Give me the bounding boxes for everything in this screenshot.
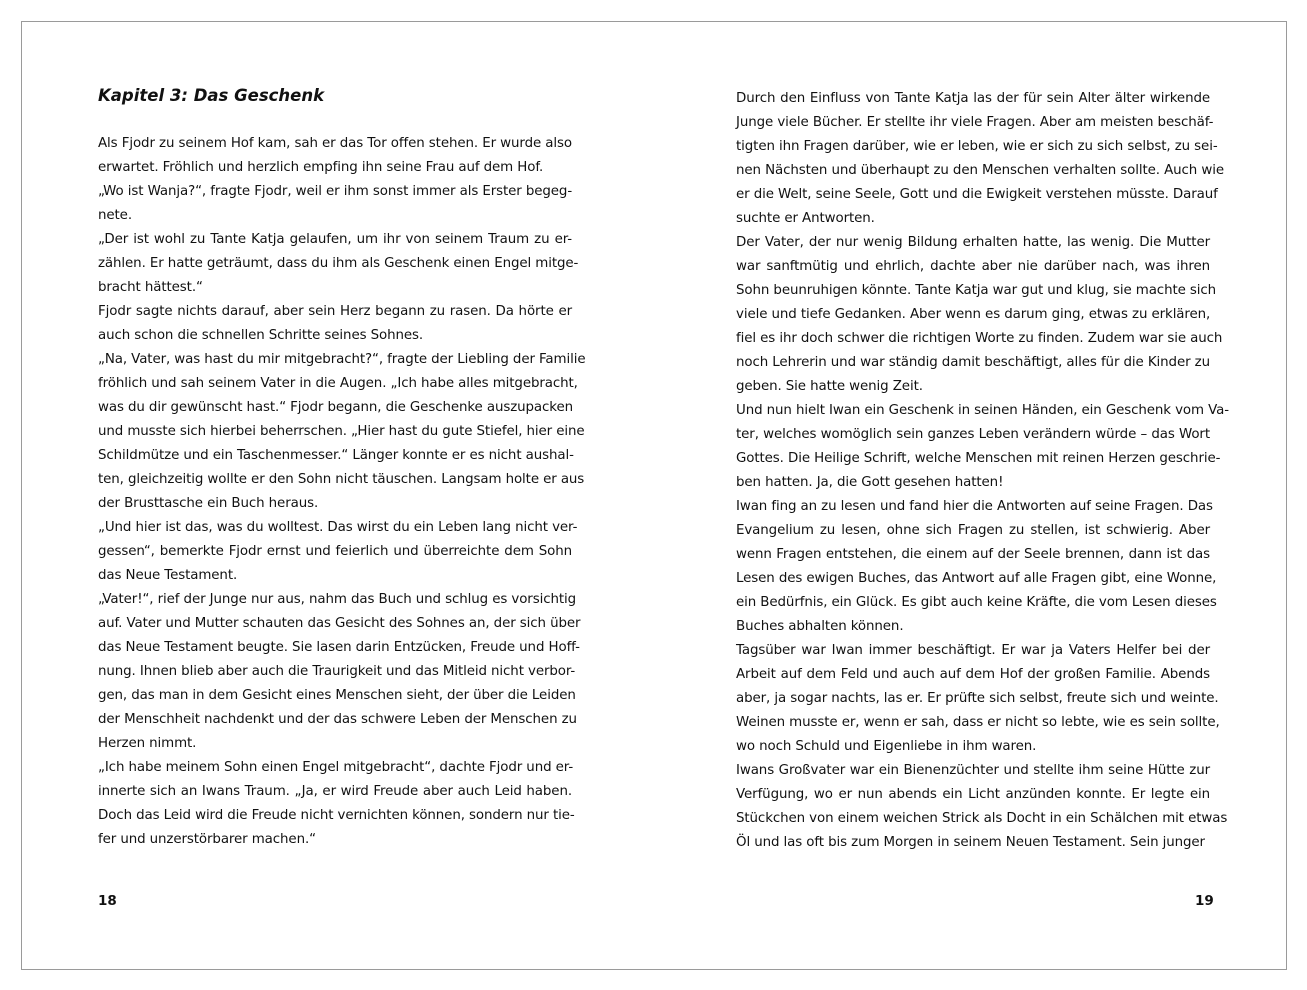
text-line: erwartet. Fröhlich und herzlich empfing ihn seine Frau auf dem Hof. [98, 160, 544, 175]
text-line: Weinen musste er, wenn er sah, dass er nicht so lebte, wie es sein sollte, [736, 715, 1220, 730]
text-line: tigten ihn Fragen darüber, wie er leben, wie er sich zu sich selbst, zu sei- [736, 139, 1218, 154]
text-line: Iwan fing an zu lesen und fand hier die Antworten auf seine Fragen. Das [736, 499, 1213, 514]
text-line: gen, das man in dem Gesicht eines Menschen sieht, der über die Leiden [98, 688, 576, 703]
text-line: war sanftmütig und ehrlich, dachte aber nie darüber nach, was ihren [736, 259, 1210, 274]
page-number-left: 18 [98, 893, 117, 909]
text-line: geben. Sie hatte wenig Zeit. [736, 379, 923, 394]
text-line: Arbeit auf dem Feld und auch auf dem Hof der großen Familie. Abends [736, 667, 1210, 682]
text-line: gessen“, bemerkte Fjodr ernst und feierlich und überreichte dem Sohn [98, 544, 572, 559]
text-line: Gottes. Die Heilige Schrift, welche Menschen mit reinen Herzen geschrie- [736, 451, 1221, 466]
text-line: aber, ja sogar nachts, las er. Er prüfte sich selbst, freute sich und weinte. [736, 691, 1219, 706]
text-line: fröhlich und sah seinem Vater in die Augen. „Ich habe alles mitgebracht, [98, 376, 578, 391]
text-line: „Wo ist Wanja?“, fragte Fjodr, weil er ihm sonst immer als Erster begeg- [98, 184, 573, 199]
text-line: Iwans Großvater war ein Bienenzüchter und stellte ihm seine Hütte zur [736, 763, 1210, 778]
left-page-text [98, 132, 586, 852]
text-line: noch Lehrerin und war ständig damit beschäftigt, alles für die Kinder zu [736, 355, 1210, 370]
text-line: ben hatten. Ja, die Gott gesehen hatten! [736, 475, 1004, 490]
text-line: zählen. Er hatte geträumt, dass du ihm als Geschenk einen Engel mitge- [98, 256, 579, 271]
text-line: nete. [98, 208, 132, 223]
text-line: „Der ist wohl zu Tante Katja gelaufen, um ihr von seinem Traum zu er- [98, 232, 572, 247]
text-line: „Ich habe meinem Sohn einen Engel mitgebracht“, dachte Fjodr und er- [98, 760, 574, 775]
text-line: ten, gleichzeitig wollte er den Sohn nicht täuschen. Langsam holte er aus [98, 472, 585, 487]
right-page [655, 22, 1288, 969]
text-line: suchte er Antworten. [736, 211, 875, 226]
right-page-text [736, 87, 1229, 855]
text-line: was du dir gewünscht hast.“ Fjodr begann, die Geschenke auszupacken [98, 400, 573, 415]
text-line: Und nun hielt Iwan ein Geschenk in seinen Händen, ein Geschenk vom Va- [736, 403, 1229, 418]
text-line: Öl und las oft bis zum Morgen in seinem Neuen Testament. Sein junger [736, 835, 1205, 850]
text-line: das Neue Testament. [98, 568, 238, 583]
book-spread [21, 21, 1287, 970]
page-number-right: 19 [1195, 893, 1214, 909]
left-page [22, 22, 655, 969]
text-line: viele und tiefe Gedanken. Aber wenn es darum ging, etwas zu erklären, [736, 307, 1211, 322]
text-line: Sohn beunruhigen könnte. Tante Katja war gut und klug, sie machte sich [736, 283, 1217, 298]
text-line: innerte sich an Iwans Traum. „Ja, er wird Freude aber auch Leid haben. [98, 784, 572, 799]
text-line: Als Fjodr zu seinem Hof kam, sah er das Tor offen stehen. Er wurde also [98, 136, 572, 151]
text-line: der Menschheit nachdenkt und der das schwere Leben der Menschen zu [98, 712, 577, 727]
text-line: auch schon die schnellen Schritte seines Sohnes. [98, 328, 424, 343]
text-line: Buches abhalten können. [736, 619, 904, 634]
text-line: Durch den Einfluss von Tante Katja las der für sein Alter älter wirkende [736, 91, 1210, 106]
text-line: wo noch Schuld und Eigenliebe in ihm waren. [736, 739, 1037, 754]
text-line: Herzen nimmt. [98, 736, 197, 751]
text-line: Verfügung, wo er nun abends ein Licht anzünden konnte. Er legte ein [736, 787, 1210, 802]
text-line: wenn Fragen entstehen, die einem auf der Seele brennen, dann ist das [736, 547, 1210, 562]
text-line: das Neue Testament beugte. Sie lasen darin Entzücken, Freude und Hoff- [98, 640, 580, 655]
text-line: Junge viele Bücher. Er stellte ihr viele Fragen. Aber am meisten beschäf- [736, 115, 1214, 130]
text-line: Doch das Leid wird die Freude nicht vernichten können, sondern nur tie- [98, 808, 575, 823]
text-line: er die Welt, seine Seele, Gott und die Ewigkeit verstehen müsste. Darauf [736, 187, 1218, 202]
text-line: Lesen des ewigen Buches, das Antwort auf alle Fragen gibt, eine Wonne, [736, 571, 1217, 586]
text-line: fer und unzerstörbarer machen.“ [98, 832, 316, 847]
text-line: nung. Ihnen blieb aber auch die Traurigkeit und das Mitleid nicht verbor- [98, 664, 576, 679]
text-line: Stückchen von einem weichen Strick als Docht in ein Schälchen mit etwas [736, 811, 1228, 826]
chapter-title: Kapitel 3: Das Geschenk [98, 86, 325, 105]
text-line: „Na, Vater, was hast du mir mitgebracht?“, fragte der Liebling der Familie [98, 352, 586, 367]
text-line: „Und hier ist das, was du wolltest. Das wirst du ein Leben lang nicht ver- [98, 520, 578, 535]
text-line: der Brusttasche ein Buch heraus. [98, 496, 319, 511]
text-line: Fjodr sagte nichts darauf, aber sein Herz begann zu rasen. Da hörte er [98, 304, 572, 319]
text-line: ter, welches womöglich sein ganzes Leben verändern würde – das Wort [736, 427, 1210, 442]
text-line: ein Bedürfnis, ein Glück. Es gibt auch keine Kräfte, die vom Lesen dieses [736, 595, 1217, 610]
text-line: auf. Vater und Mutter schauten das Gesicht des Sohnes an, der sich über [98, 616, 581, 631]
text-line: Evangelium zu lesen, ohne sich Fragen zu stellen, ist schwierig. Aber [736, 523, 1210, 538]
text-line: bracht hättest.“ [98, 280, 203, 295]
text-line: Schildmütze und ein Taschenmesser.“ Länger konnte er es nicht aushal- [98, 448, 574, 463]
text-line: Tagsüber war Iwan immer beschäftigt. Er war ja Vaters Helfer bei der [736, 643, 1210, 658]
text-line: Der Vater, der nur wenig Bildung erhalten hatte, las wenig. Die Mutter [736, 235, 1210, 250]
text-line: „Vater!“, rief der Junge nur aus, nahm das Buch und schlug es vorsichtig [98, 592, 577, 607]
text-line: nen Nächsten und überhaupt zu den Menschen verhalten sollte. Auch wie [736, 163, 1224, 178]
text-line: und musste sich hierbei beherrschen. „Hier hast du gute Stiefel, hier eine [98, 424, 585, 439]
text-line: fiel es ihr doch schwer die richtigen Worte zu finden. Zudem war sie auch [736, 331, 1223, 346]
